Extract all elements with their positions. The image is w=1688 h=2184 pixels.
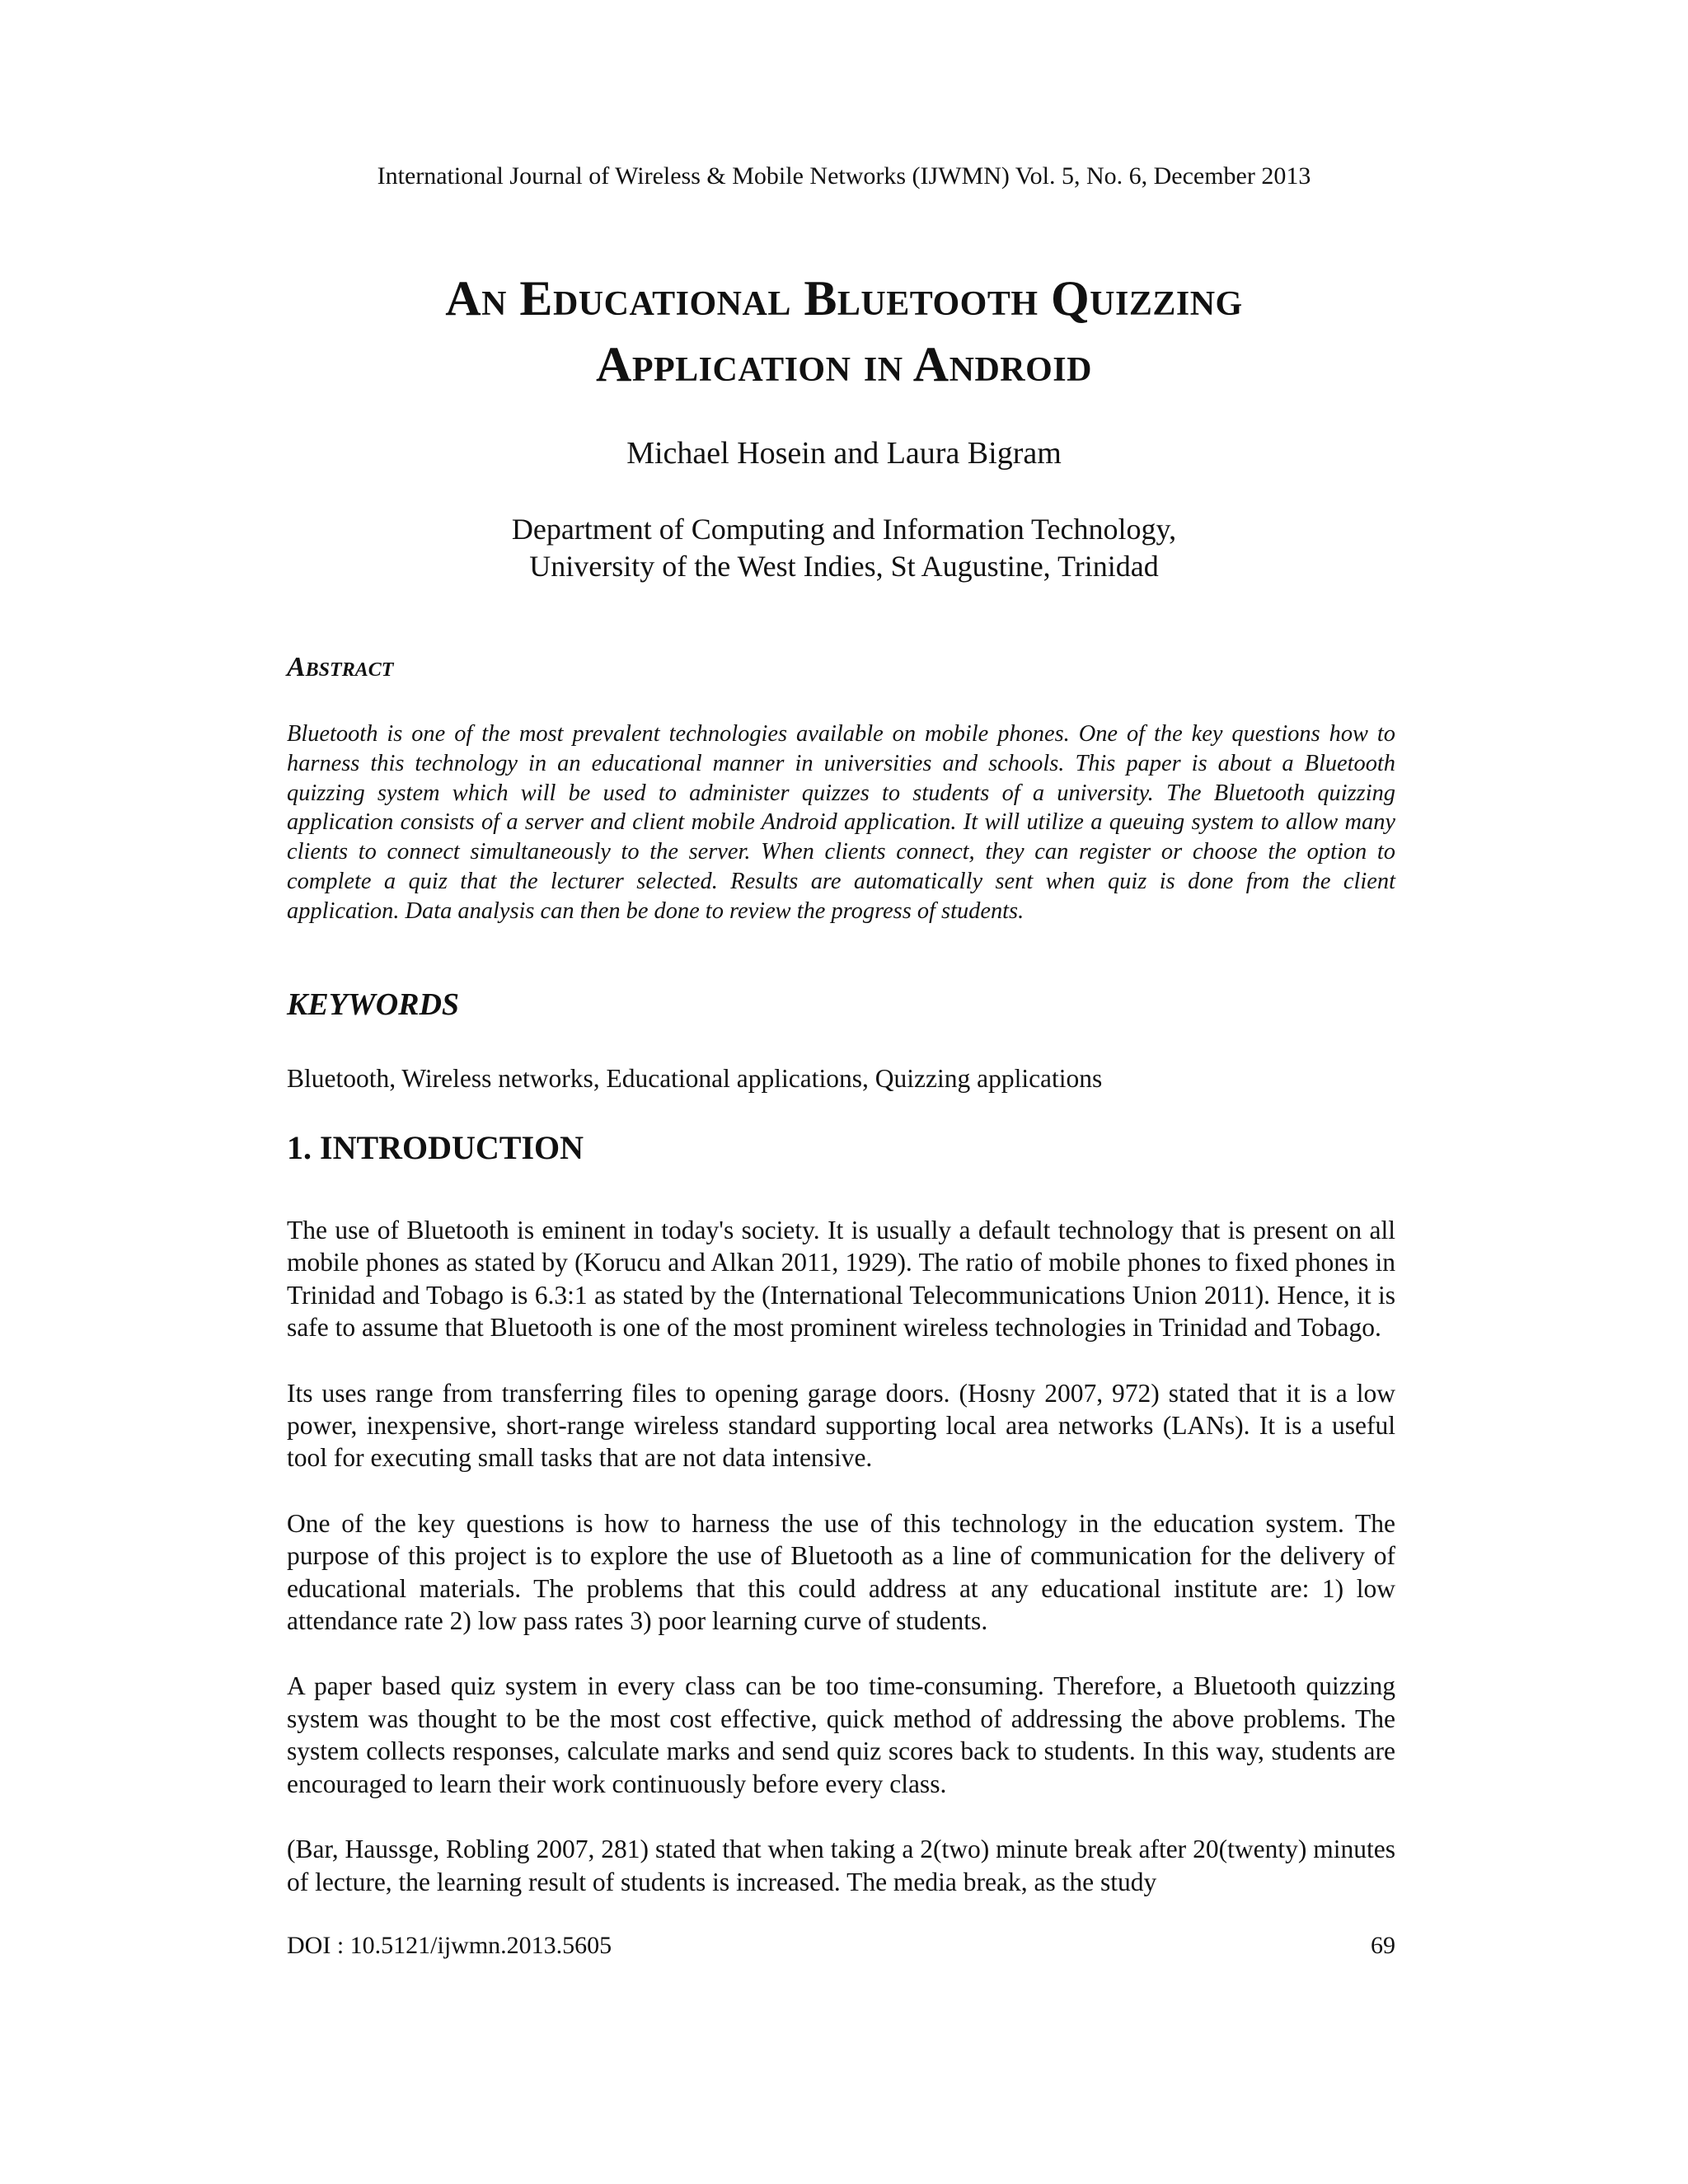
title-line-2: Application in Android bbox=[596, 337, 1092, 391]
paper-title bbox=[0, 265, 1688, 397]
introduction-body bbox=[287, 1214, 1395, 1898]
authors: Michael Hosein and Laura Bigram bbox=[626, 436, 1062, 471]
introduction-heading: 1. INTRODUCTION bbox=[287, 1129, 584, 1166]
affiliation-line-2: University of the West Indies, St Augustine, Trinidad bbox=[529, 550, 1159, 583]
affiliation-line-1: Department of Computing and Information Technology, bbox=[511, 513, 1177, 546]
page-number: 69 bbox=[1371, 1932, 1395, 1959]
keywords-text: Bluetooth, Wireless networks, Educational applications, Quizzing applications bbox=[287, 1064, 1103, 1093]
affiliation bbox=[0, 511, 1688, 585]
intro-paragraph-4: A paper based quiz system in every class can be too time-consuming. Therefore, a Bluetooth quizzing system was thought to be the most cost effective, quick method of addressing the above problems. The system collects responses, calculate marks and send quiz scores back to students. In this way, students are encouraged to learn their work continuously before every class. bbox=[287, 1671, 1395, 1798]
keywords-heading: KEYWORDS bbox=[287, 987, 460, 1022]
page-footer bbox=[287, 1930, 1395, 1963]
journal-header: International Journal of Wireless & Mobile Networks (IJWMN) Vol. 5, No. 6, December 2013 bbox=[377, 162, 1311, 190]
intro-paragraph-1: The use of Bluetooth is eminent in today's society. It is usually a default technology that is present on all mobile phones as stated by (Korucu and Alkan 2011, 1929). The ratio of mobile phones to fixed phones in Trinidad and Tobago is 6.3:1 as stated by the (International Telecommunications Union 2011). Hence, it is safe to assume that Bluetooth is one of the most prominent wireless technologies in Trinidad and Tobago. bbox=[287, 1216, 1395, 1343]
doi-link[interactable]: DOI : 10.5121/ijwmn.2013.5605 bbox=[287, 1932, 612, 1959]
intro-paragraph-2: Its uses range from transferring files to opening garage doors. (Hosny 2007, 972) stated that it is a low power, inexpensive, short-range wireless standard supporting local area networks (LANs). It is a useful tool for executing small tasks that are not data intensive. bbox=[287, 1378, 1395, 1473]
abstract-text: Bluetooth is one of the most prevalent technologies available on mobile phones. One of the key questions how to harness this technology in an educational manner in universities and schools. This paper is about a Bluetooth quizzing system which will be used to administer quizzes to students of a university. The Bluetooth quizzing application consists of a server and client mobile Android application. It will utilize a queuing system to allow many clients to connect simultaneously to the server. When clients connect, they can register or choose the option to complete a quiz that the lecturer selected. Results are automatically sent when quiz is done from the client application. Data analysis can then be done to review the progress of students. bbox=[287, 721, 1395, 924]
intro-paragraph-3: One of the key questions is how to harness the use of this technology in the education system. The purpose of this project is to explore the use of Bluetooth as a line of communication for the delivery of educational materials. The problems that this could address at any educational institute are: 1) low attendance rate 2) low pass rates 3) poor learning curve of students. bbox=[287, 1508, 1395, 1636]
abstract-heading: Abstract bbox=[287, 652, 394, 682]
intro-paragraph-5: (Bar, Haussge, Robling 2007, 281) stated that when taking a 2(two) minute break after 20(twenty) minutes of lecture, the learning result of students is increased. The media break, as the study bbox=[287, 1835, 1395, 1896]
title-line-1: An Educational Bluetooth Quizzing bbox=[445, 271, 1243, 326]
